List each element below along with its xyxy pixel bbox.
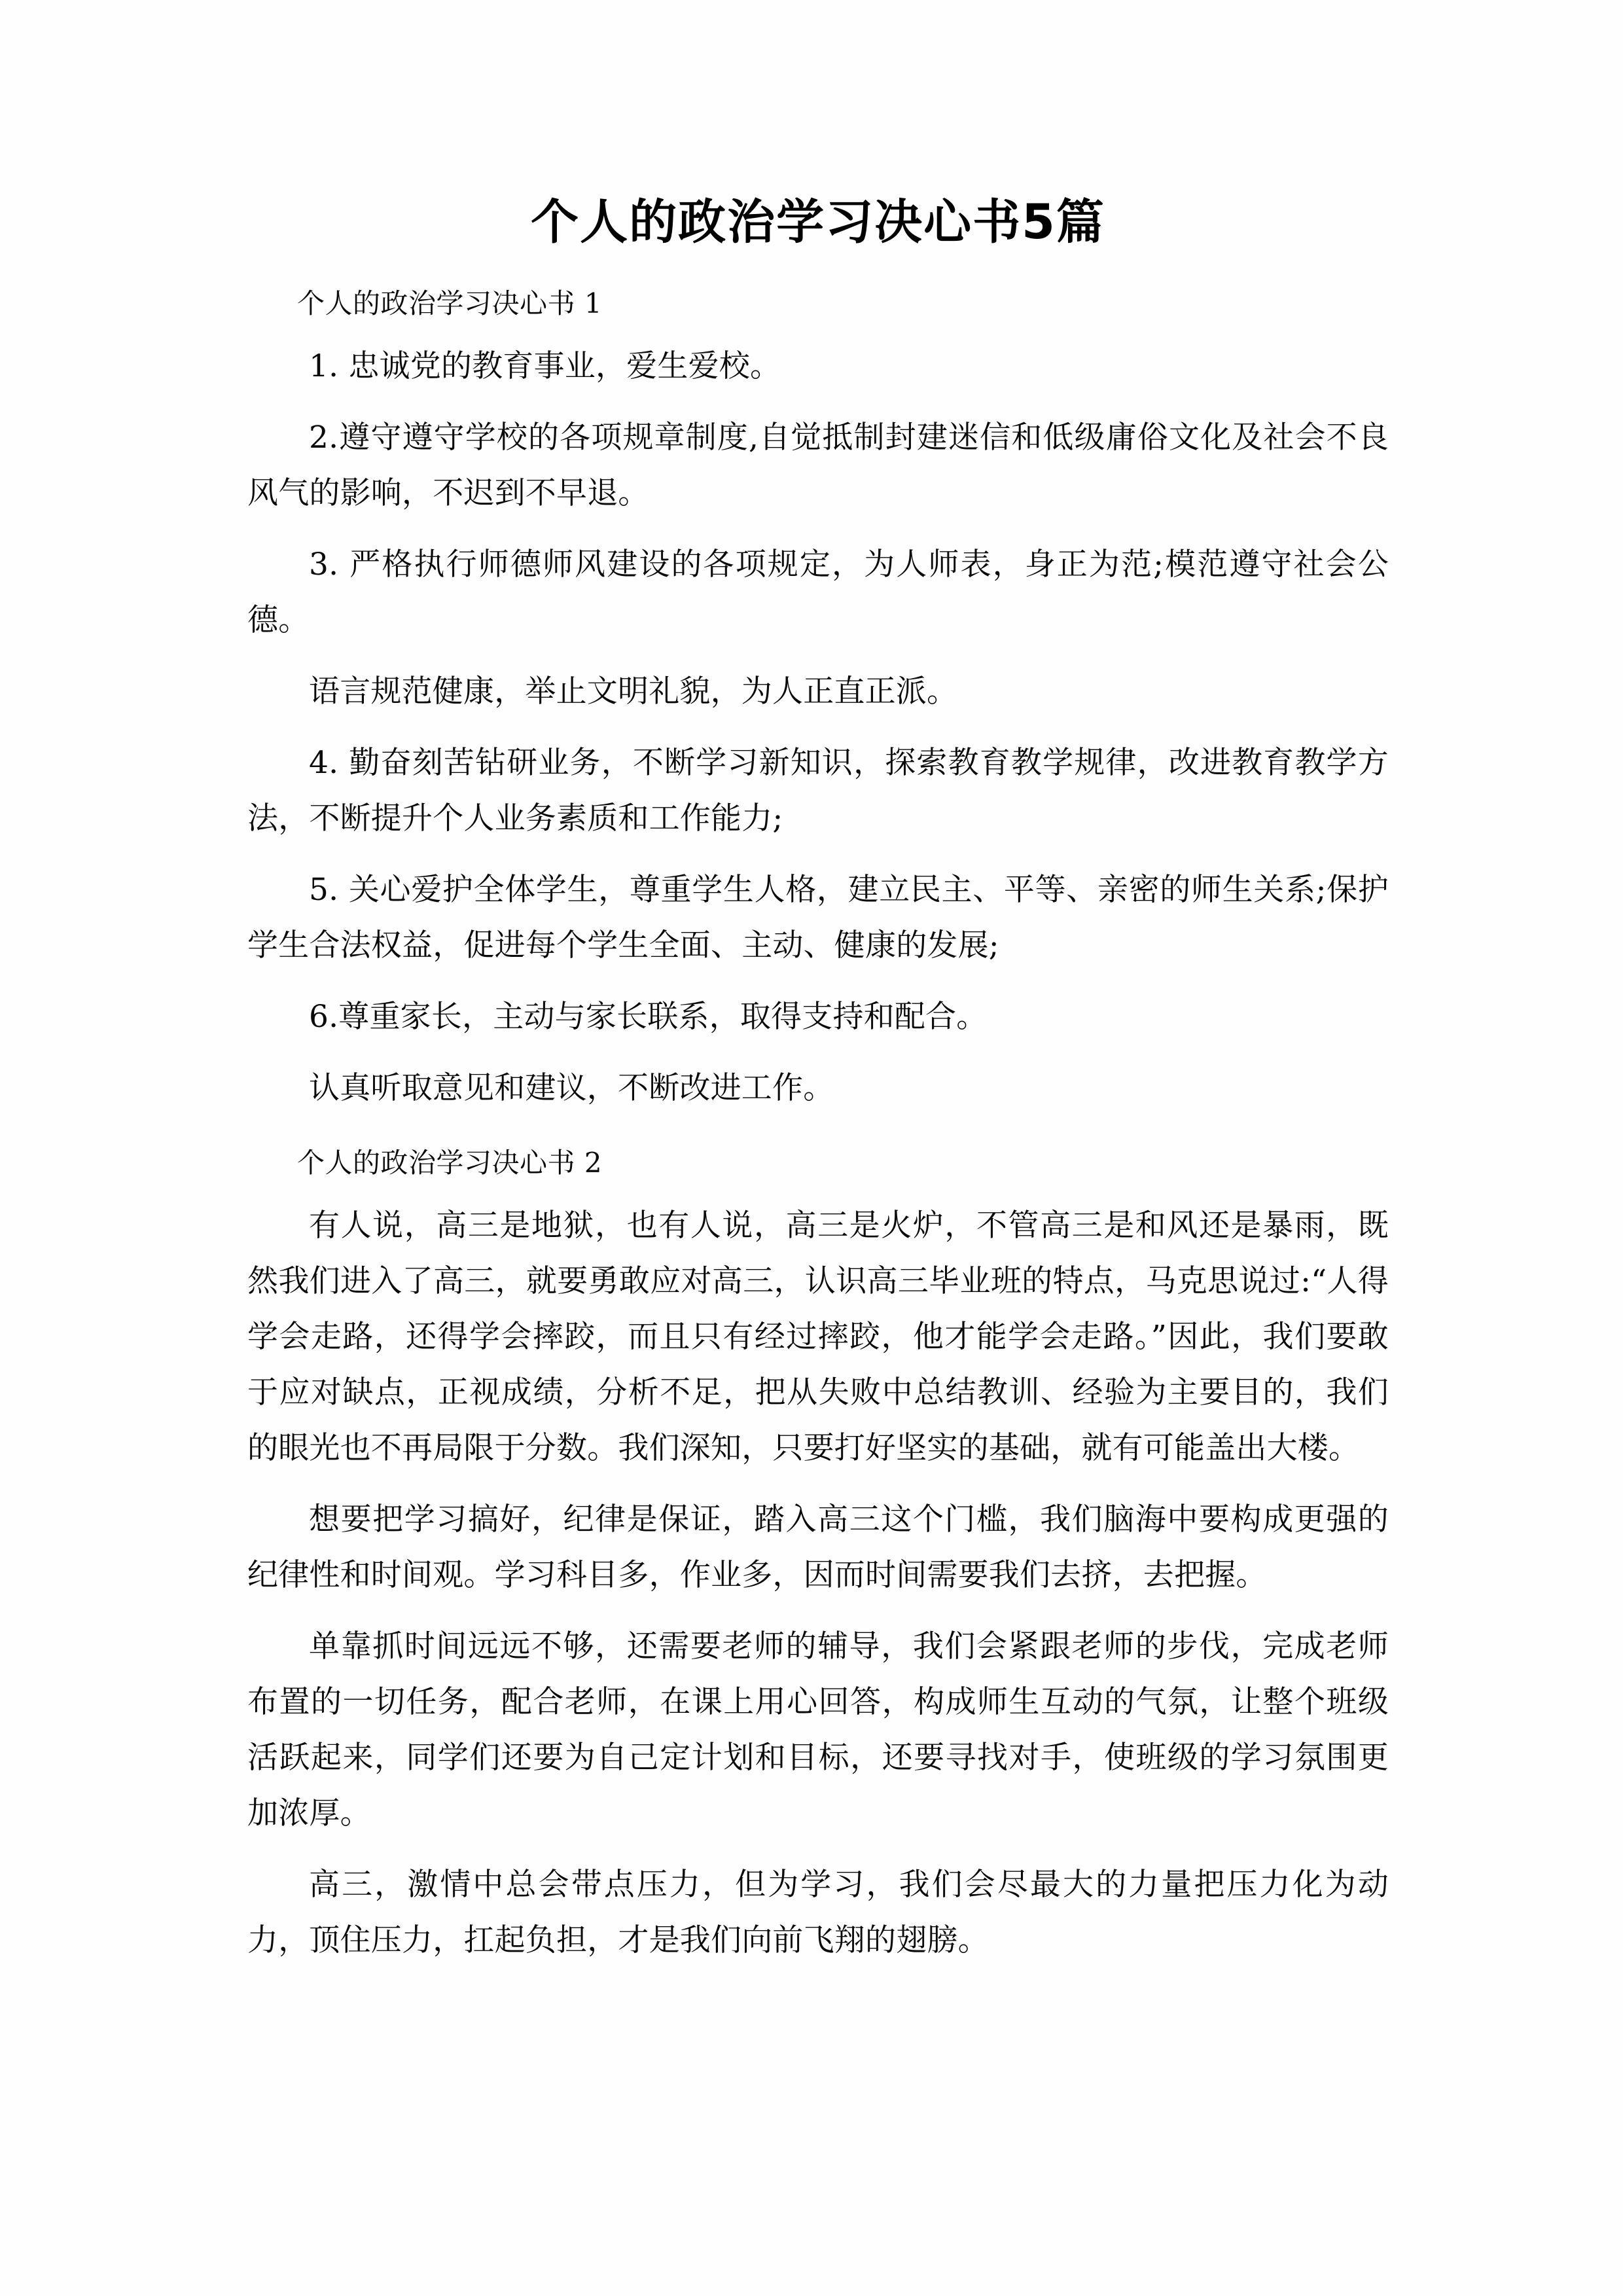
section-2-paragraph-1: 有人说，高三是地狱，也有人说，高三是火炉，不管高三是和风还是暴雨，既然我们进入了高三，就要勇敢应对高三，认识高三毕业班的特点，马克思说过:“人得学会走路，还得学会摔跤，而且只有经过摔跤，他才能学会走路。”因此，我们要敢于应对缺点，正视成绩，分析不足，把从失败中总结教训、经验为主要目的，我们的眼光也不再局限于分数。我们深知，只要打好坚实的基础，就有可能盖出大楼。 [247, 1207, 1389, 1466]
section-2-paragraph-2: 想要把学习搞好，纪律是保证，踏入高三这个门槛，我们脑海中要构成更强的纪律性和时间观。学习科目多，作业多，因而时间需要我们去挤，去把握。 [247, 1501, 1389, 1593]
section-1-item-3-continued: 语言规范健康，举止文明礼貌，为人正直正派。 [309, 673, 958, 709]
section-2-paragraph-4: 高三，激情中总会带点压力，但为学习，我们会尽最大的力量把压力化为动力，顶住压力，扛起负担，才是我们向前飞翔的翅膀。 [247, 1866, 1389, 1958]
section-heading-2: 个人的政治学习决心书 2 [297, 1146, 603, 1179]
document-content [247, 0, 1389, 1968]
section-heading-1: 个人的政治学习决心书 1 [297, 287, 603, 320]
section-1-item-1: 1. 忠诚党的教育事业，爱生爱校。 [309, 348, 781, 384]
section-1-item-4: 4. 勤奋刻苦钻研业务，不断学习新知识，探索教育教学规律，改进教育教学方法，不断提升个人业务素质和工作能力; [247, 744, 1389, 836]
section-2-paragraph-3: 单靠抓时间远远不够，还需要老师的辅导，我们会紧跟老师的步伐，完成老师布置的一切任务，配合老师，在课上用心回答，构成师生互动的气氛，让整个班级活跃起来，同学们还要为自己定计划和目标，还要寻找对手，使班级的学习氛围更加浓厚。 [247, 1628, 1389, 1831]
page-title: 个人的政治学习决心书5篇 [531, 194, 1105, 250]
section-1-item-3: 3. 严格执行师德师风建设的各项规定，为人师表，身正为范;模范遵守社会公德。 [247, 546, 1389, 638]
section-1-item-6-continued: 认真听取意见和建议，不断改进工作。 [309, 1069, 834, 1106]
section-1-item-6: 6.尊重家长，主动与家长联系，取得支持和配合。 [309, 998, 988, 1035]
section-1-item-5: 5. 关心爱护全体学生，尊重学生人格，建立民主、平等、亲密的师生关系;保护学生合法权益，促进每个学生全面、主动、健康的发展; [247, 871, 1389, 963]
section-1-item-2: 2.遵守遵守学校的各项规章制度,自觉抵制封建迷信和低级庸俗文化及社会不良风气的影响，不迟到不早退。 [247, 419, 1389, 511]
